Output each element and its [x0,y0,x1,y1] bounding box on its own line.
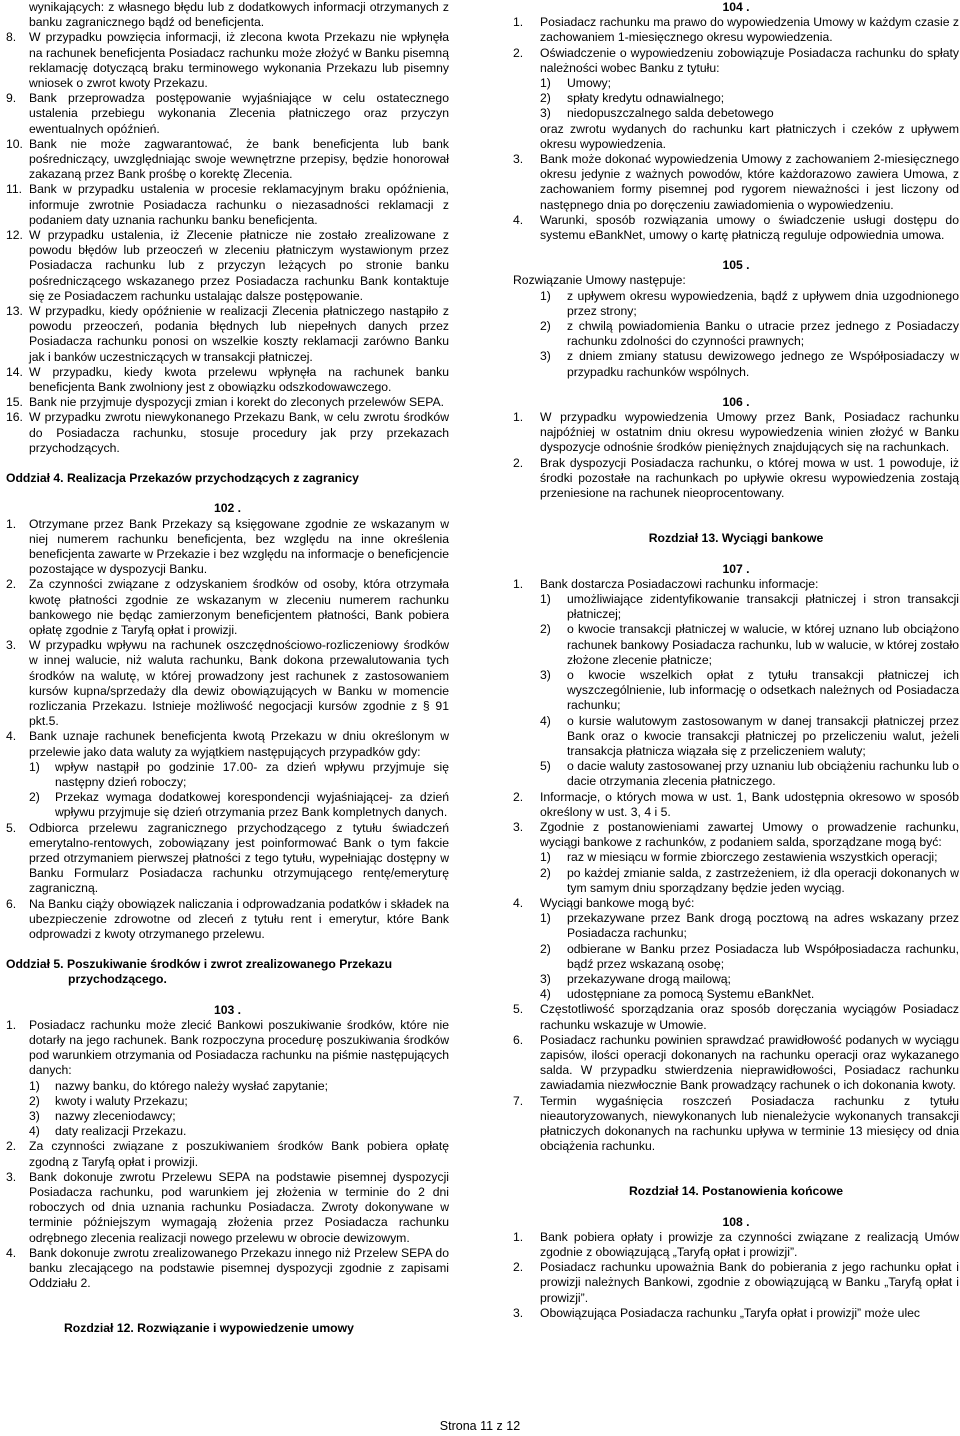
chapter-heading: Rozdział 14. Postanowienia końcowe [628,1184,843,1199]
item-text: Posiadacz rachunku powinien sprawdzać prawidłowość podanych w wyciągu zapisów, ilości operacji dokonanych na rachunku operacji oraz wykazanego salda. W przypadku stwierdzenia nieprawidłowości, Posiadacz rachunku zawiadamia niezwłocznie Bank prowadzący rachunek o ich dokonania kwoty. [540,1032,959,1093]
list-item [6,1139,449,1169]
list [513,1002,959,1154]
item-number: 2. [6,1139,17,1154]
item-number: 4) [540,987,551,1002]
item-number: 2) [540,865,551,880]
list-item [6,365,449,395]
item-number: 3) [540,971,551,986]
paragraph: oraz zwrotu wydanych do rachunku kart płatniczych i czeków z upływem okresu wypowiedzenia. [540,121,959,151]
item-number: 2. [513,45,524,60]
list-item [513,1094,959,1155]
item-number: 8. [6,30,17,45]
item-text: Posiadacz rachunku ma prawo do wypowiedzenia Umowy w każdym czasie z zachowaniem 1-miesięcznego okresu wypowiedzenia. [540,15,959,45]
list-item [6,729,449,759]
item-text: W przypadku ustalenia, iż Zlecenie płatnicze nie zostało zrealizowane z powodu błędów lub przeoczeń w zleceniu płatniczym wystawionym przez Posiadacza rachunku lub z przyczyn leżących po stronie banku pośredniczącego wskazanego przez Posiadacza rachunku Bank kontaktuje się ze Posiadaczem rachunku ustalając dalsze postępowanie. [29,228,449,303]
list-item [513,668,959,714]
list-item [6,517,449,578]
item-text: przekazywane drogą mailową; [567,971,731,986]
list-item [6,577,449,638]
paragraph: Rozwiązanie Umowy następuje: [513,273,686,288]
item-text: Posiadacz rachunku upoważnia Bank do pobierania z jego rachunku opłat i prowizji należnych Bankowi, zgodnie z obowiązującą w Banku „Taryfą opłat i prowizji”. [540,1260,959,1305]
item-text: spłaty kredytu odnawialnego; [567,91,725,106]
list [513,790,959,851]
list [6,1139,449,1291]
section-number: 106 . [722,394,750,409]
section-number: 104 . [722,0,750,14]
item-number: 1. [6,516,17,531]
item-number: 3. [513,819,524,834]
list [6,760,449,821]
section-number: 108 . [722,1214,750,1229]
item-text: Otrzymane przez Bank Przekazy są księgowane zgodnie ze wskazanym w niej numerem rachunku beneficjenta, bez względu na inne określenia beneficjenta zawarte w Przekazie i bez względu na informacje o beneficjencie pozostające w dyspozycji Banku. [29,516,449,577]
list-item [6,1018,449,1079]
item-text: o kursie walutowym zastosowanym w danej transakcji płatniczej przez Bank oraz o kwocie transakcji płatniczej po przeliczeniu walut, jeżeli transakcja płatnicza wiązała się z przeliczeniem waluty; [567,713,959,758]
page-footer: Strona 11 z 12 [439,1419,521,1433]
item-text: Bank dostarcza Posiadaczowi rachunku informacje: [540,576,819,591]
item-number: 3) [540,667,551,682]
item-text: raz w miesiącu w formie zbiorczego zestawienia wszystkich operacji; [567,850,938,865]
section-number: 102 . [213,501,242,516]
item-number: 1) [540,850,551,865]
list-item [6,1170,449,1246]
item-number: 3) [540,349,551,364]
item-text: Oświadczenie o wypowiedzeniu zobowiązuje Posiadacza rachunku do spłaty należności wobec Banku z tytułu: [540,45,959,75]
list-item [6,137,449,183]
list [6,1018,449,1079]
item-text: daty realizacji Przekazu. [55,1124,187,1139]
list-item [513,972,959,987]
item-number: 5. [513,1002,524,1017]
item-text: udostępniane za pomocą Systemu eBankNet. [567,987,815,1002]
list [513,850,959,896]
item-text: W przypadku wypowiedzenia Umowy przez Bank, Posiadacz rachunku najpóźniej w ostatnim dniu okresu wypowiedzenia winien złożyć w Banku dyspozycje odnośnie środków pieniężnych znajdujących się na rachunkach. [540,410,959,455]
item-number: 3. [513,152,524,167]
item-number: 3) [29,1109,40,1124]
item-text: Termin wygaśnięcia roszczeń Posiadacza rachunku z tytułu nieautoryzowanych, niewykonanych lub nienależycie wykonanych transakcji płatniczych dokonanych na rachunku upływa w terminie 13 miesięcy od dnia obciążenia rachunku. [540,1093,959,1154]
item-number: 1. [513,15,524,30]
list-item [513,911,959,941]
item-number: 1. [513,576,524,591]
list-item [513,759,959,789]
list-item [513,714,959,760]
list-item [6,91,449,137]
item-number: 1) [29,1078,40,1093]
item-number: 1) [29,759,40,774]
item-number: 1. [513,410,524,425]
item-text: Bank może dokonać wypowiedzenia Umowy z zachowaniem 2-miesięcznego okresu jedynie z ważnych powodów, które każdorazowo zawiera Umowa, z zachowaniem formy pisemnej pod rygorem nieważności i jest liczony od następnego dnia po doręczeniu zawiadomienia o wypowiedzeniu. [540,152,959,212]
list [6,1079,449,1140]
item-number: 1. [513,1229,524,1244]
item-number: 2) [540,91,551,106]
list [6,517,449,760]
list-item [513,790,959,820]
chapter-heading: Rozdział 12. Rozwiązanie i wypowiedzenie umowy [64,1321,354,1336]
item-text: nazwy banku, do którego należy wysłać zapytanie; [55,1078,329,1093]
list-item [513,577,959,592]
list [6,30,449,456]
item-text: o dacie waluty zastosowanej przy uznaniu lub obciążeniu rachunku lub o dacie otrzymania zlecenia płatniczego. [567,759,959,789]
item-number: 13. [6,304,23,319]
list-item [6,1246,449,1292]
item-text: Bank w przypadku ustalenia w procesie reklamacyjnym braku opóźnienia, informuje zwrotnie Posiadacza rachunku o niezasadności reklamacji z podaniem daty uznania rachunku banku beneficjenta. [29,182,449,227]
section-number: 107 . [722,561,750,576]
item-number: 14. [6,364,23,379]
item-number: 16. [6,410,23,425]
item-number: 1) [540,76,551,91]
item-text: Na Banku ciąży obowiązek naliczania i odprowadzania podatków i składek na ubezpieczenie zdrowotne od zleceń z tytułu rent i emerytur, które Bank odprowadzi z kwoty otrzymanego przelewu. [29,896,449,941]
item-number: 1) [540,288,551,303]
item-number: 1. [6,1017,17,1032]
item-text: Brak dyspozycji Posiadacza rachunku, o której mowa w ust. 1 powoduje, iż środki pozostałe na rachunkach po upływie okresu wypowiedzenia zostają przeniesione na rachunek nieoprocentowany. [540,455,959,501]
list-item [513,456,959,502]
list-item [6,821,449,897]
list-item [513,152,959,213]
item-text: przekazywane przez Bank drogą pocztową na adres wskazany przez Posiadacza rachunku; [567,911,959,941]
list-item [6,1079,449,1094]
item-text: odbierane w Banku przez Posiadacza lub Współposiadacza rachunku, bądź przez wskazaną osobę; [567,941,959,971]
list-item [513,1002,959,1032]
item-number: 4) [29,1124,40,1139]
list-item [513,850,959,865]
item-text: z upływem okresu wypowiedzenia, bądź z upływem dnia uzgodnionego przez strony; [567,288,959,318]
item-text: Bank dokonuje zwrotu Przelewu SEPA na podstawie pisemnej dyspozycji Posiadacza rachunku, pod warunkiem jej złożenia w terminie do 2 dni roboczych od dnia uznania rachunku Posiadacza. Zwroty dokonywane w terminie późniejszym wymagają złożenia przez Posiadacza rachunku odrębnego zlecenia realizacji nowego przelewu w obrocie dewizowym. [29,1169,449,1245]
section-number: 105 . [722,258,750,273]
list [513,76,959,122]
item-number: 6. [6,896,17,911]
list-item [513,289,959,319]
list-item [6,395,449,410]
section-number: 103 . [213,1002,242,1017]
item-text: Zgodnie z postanowieniami zawartej Umowy o prowadzenie rachunku, wyciągi bankowe z rachunków, z podaniem salda, sporządzane mogą być: [540,819,959,850]
item-number: 6. [513,1032,524,1047]
list [513,410,959,501]
item-text: Przekaz wymaga dodatkowej korespondencji wyjaśniającej- za dzień wpływu przyjmuje się dzień otrzymania przez Bank kompletnych danych. [55,790,449,820]
list-item [6,304,449,365]
item-number: 4. [6,1245,17,1260]
list-item [6,1109,449,1124]
item-text: o kwocie transakcji płatniczej w walucie, w której uznano lub obciążono rachunek bankowy Posiadacza rachunku, lub w walucie, w której zostało złożone zlecenie płatnicze; [567,622,959,667]
list-item [513,1260,959,1306]
item-number: 2) [29,790,40,805]
item-number: 4. [513,212,524,227]
list-item [6,1094,449,1109]
item-text: kwoty i waluty Przekazu; [55,1093,188,1108]
list [513,592,959,790]
list-item [6,897,449,943]
item-text: Za czynności związane z odzyskaniem środków od osoby, która otrzymała kwotę płatności zgodnie ze wskazanym w zleceniu numerem rachunku bankowego nie będąc zamierzonym beneficjentem płatności, Bank pobiera opłatę zgodnie z Taryfą opłat i prowizji. [29,577,449,637]
item-text: W przypadku, kiedy kwota przelewu wpłynęła na rachunek banku beneficjenta Bank zwolniony jest z obowiązku odszkodowawczego. [29,364,449,395]
list-item [513,896,959,911]
chapter-heading: Rozdział 13. Wyciągi bankowe [648,531,824,546]
item-text: Za czynności związane z poszukiwaniem środków Bank pobiera opłatę zgodną z Taryfą opłat i prowizji. [29,1139,449,1169]
item-number: 3. [6,1169,17,1184]
item-text: niedopuszczalnego salda debetowego [567,106,774,121]
item-number: 3. [513,1305,524,1320]
item-number: 1) [540,591,551,606]
list-item [513,866,959,896]
list-item [513,15,959,45]
paragraph: wynikających: z własnego błędu lub z dodatkowych informacji otrzymanych z banku zagranicznego bądź od beneficjenta. [29,0,449,30]
list [513,911,959,1002]
chapter-heading-cont: przychodzącego. [68,972,167,987]
list-item [6,1124,449,1139]
list-item [513,91,959,106]
list [513,15,959,76]
item-number: 3. [6,638,17,653]
list-item [513,1033,959,1094]
item-number: 2. [6,577,17,592]
item-text: Odbiorca przelewu zagranicznego przychodzącego z tytułu świadczeń emerytalno-rentowych, zobowiązany jest poinformować Bank o tym fakcie przed otrzymaniem pierwszej płatności z tego tytułu, wypełniając dostępny w Banku Formularz Posiadacza rachunku otrzymującego rentę/emeryturę zagraniczną. [29,820,449,896]
item-number: 9. [6,91,17,106]
item-number: 4. [6,729,17,744]
chapter-heading: Oddział 4. Realizacja Przekazów przychodzących z zagranicy [6,471,359,486]
list-item [513,622,959,668]
item-text: Obowiązująca Posiadacza rachunku „Taryfa opłat i prowizji” może ulec [540,1305,921,1320]
item-number: 3) [540,106,551,121]
item-text: z dniem zmiany statusu dewizowego jednego ze Współposiadaczy w przypadku rachunków wspólnych. [567,349,959,379]
list-item [6,760,449,790]
list-item [513,76,959,91]
list [513,1230,959,1321]
item-number: 10. [6,136,23,151]
list-item [6,30,449,91]
item-text: z chwilą powiadomienia Banku o utracie przez jednego z Posiadaczy rachunku zdolności do czynności prawnych; [567,319,959,349]
item-number: 7. [513,1093,524,1108]
list-item [6,182,449,228]
list [513,577,959,592]
item-text: Bank przeprowadza postępowanie wyjaśniające w celu ostatecznego ustalenia przebiegu wykonania Zlecenia płatniczego oraz przyczyn ewentualnych opóźnień. [29,91,449,136]
item-number: 2. [513,789,524,804]
item-text: Bank pobiera opłaty i prowizje za czynności związane z realizacją Umów zgodnie z obowiązującą „Taryfą opłat i prowizji”. [540,1229,959,1260]
list-item [513,213,959,243]
item-number: 2) [540,941,551,956]
item-text: Wyciągi bankowe mogą być: [540,895,695,910]
list-item [513,820,959,850]
list-item [513,987,959,1002]
item-text: umożliwiające zidentyfikowanie transakcji płatniczej i stron transakcji płatniczej; [567,591,959,622]
list [6,821,449,943]
item-text: W przypadku zwrotu niewykonanego Przekazu Bank, w celu zwrotu środków do Posiadacza rachunku, stosuje procedury jak przy przekazach przychodzących. [29,410,449,455]
list-item [513,592,959,622]
item-text: W przypadku, kiedy opóźnienie w realizacji Zlecenia płatniczego nastąpiło z powodu przeoczeń, podania błędnych lub niepełnych danych przez Posiadacza rachunku ponosi on wszelkie koszty reklamacji zarówno Banku jak i banków uczestniczących w transakcji płatniczej. [29,304,449,364]
item-text: Umowy; [567,76,612,91]
list-item [513,46,959,76]
item-number: 4) [540,713,551,728]
list-item [513,942,959,972]
list-item [513,410,959,456]
item-number: 2) [540,622,551,637]
item-text: Częstotliwość sporządzania oraz sposób doręczania wyciągów Posiadacz rachunku wskazuje w Umowie. [540,1002,959,1032]
list-item [513,319,959,349]
item-text: Bank uznaje rachunek beneficjenta kwotą Przekazu w dniu określonym w przelewie jako data waluty za wyjątkiem następujących przypadków gdy: [29,729,449,759]
item-text: Bank nie może zagwarantować, że bank beneficjenta lub bank pośredniczący, uwzględniając swoje wewnętrzne przepisy, będzie honorował zakazaną przez Bank prośbę o korektę Zlecenia. [29,136,449,182]
chapter-heading: Oddział 5. Poszukiwanie środków i zwrot zrealizowanego Przekazu [6,957,393,972]
list-item [6,790,449,820]
item-number: 2) [540,319,551,334]
list [513,289,959,380]
item-text: W przypadku powzięcia informacji, iż zlecona kwota Przekazu nie wpłynęła na rachunek beneficjenta Posiadacz rachunku może złożyć w Banku pisemną reklamację dotyczącą braku terminowego wykonania Przekazu lub pisemny wniosek o zwrot kwoty Przekazu. [29,30,449,91]
item-text: Warunki, sposób rozwiązania umowy o świadczenie usługi dostępu do systemu eBankNet, umowy o kartę płatniczą reguluje odpowiednia umowa. [540,212,959,243]
item-text: W przypadku wpływu na rachunek oszczędnościowo-rozliczeniowy środków w innej walucie, niż waluta rachunku, Bank dokona przewalutowania tych środków na walutę, w której prowadzony jest rachunek z zastosowaniem kursów kupna/sprzedaży dla dewiz obowiązujących w Banku w momencie rozliczania Przekazu. Istnieje możliwość negocjacji kursów zgodnie z § 91 pkt.5. [29,638,449,729]
item-number: 12. [6,228,23,243]
item-text: Informacje, o których mowa w ust. 1, Bank udostępnia okresowo w sposób określony w ust. 3, 4 i 5. [540,789,959,819]
item-text: nazwy zleceniodawcy; [55,1109,176,1124]
list-item [6,228,449,304]
item-number: 2) [29,1093,40,1108]
item-number: 5) [540,759,551,774]
item-number: 1) [540,911,551,926]
item-number: 11. [6,182,23,197]
item-text: Posiadacz rachunku może zlecić Bankowi poszukiwanie środków, które nie dotarły na jego rachunek. Bank rozpoczyna procedurę poszukiwania środków pod warunkiem otrzymania od Posiadacza rachunku na piśmie następujących danych: [29,1017,449,1078]
right-column [513,0,959,1321]
list-item [513,349,959,379]
item-number: 4. [513,895,524,910]
item-number: 2. [513,1260,524,1275]
list-item [513,1306,959,1321]
list [513,896,959,911]
item-text: Bank dokonuje zwrotu zrealizowanego Przekazu innego niż Przelew SEPA do banku zlecającego na podstawie pisemnej dyspozycji zgodnie z zapisami Oddziału 2. [29,1245,449,1291]
item-number: 2. [513,455,524,470]
list-item [6,410,449,456]
item-text: Bank nie przyjmuje dyspozycji zmian i korekt do zleconych przelewów SEPA. [29,395,444,410]
list [513,152,959,243]
left-column [6,0,449,1337]
item-text: wpływ nastąpił po godzinie 17.00- za dzień wpływu przyjmuje się następny dzień roboczy; [55,759,449,789]
list-item [6,638,449,729]
list-item [513,1230,959,1260]
item-number: 15. [6,395,23,410]
item-number: 5. [6,820,17,835]
item-text: o kwocie wszelkich opłat z tytułu transakcji płatniczej ich wyszczególnienie, lub informację o odsetkach należnych od Posiadacza rachunku; [567,667,959,713]
item-text: po każdej zmianie salda, z zastrzeżeniem, iż dla operacji dokonanych w tym samym dniu sporządzany będzie jeden wyciąg. [567,865,959,895]
list-item [513,106,959,121]
